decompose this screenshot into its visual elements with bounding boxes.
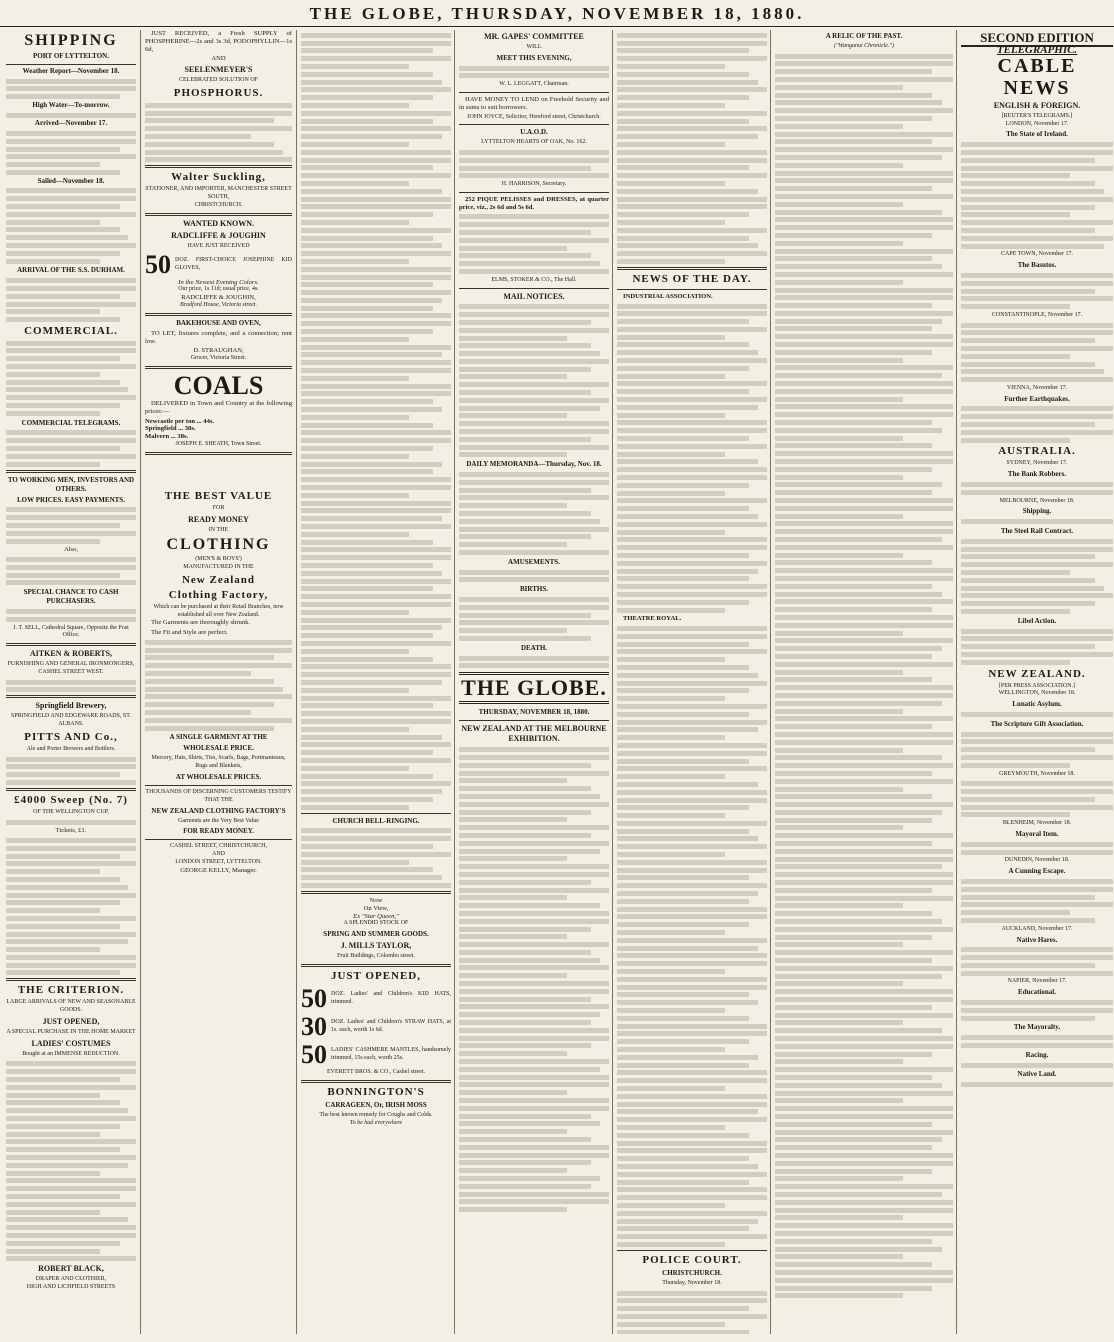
commercial-heading: COMMERCIAL. (24, 324, 118, 337)
best-remedy: The best known remedy for Coughs and Colds. (319, 1111, 433, 1118)
elms-signature: ELMS, STOKER & CO., The Hall. (491, 276, 577, 283)
daily-memo-text (459, 472, 609, 555)
special-purchase: A SPECIAL PURCHASE IN THE HOME MARKET (6, 1029, 136, 1036)
for-ready-money: FOR READY MONEY. (183, 827, 254, 836)
death-heading: DEATH. (520, 643, 548, 652)
just-received-text: JUST RECEIVED, a Fresh SUPPLY of PHOSPHERINE—2s and 3s 3d, PODOPHYLLIN—1s 6d, (145, 30, 292, 53)
police-text (617, 1291, 767, 1334)
port-heading: PORT OF LYTTELTON. (33, 52, 109, 60)
basutos-text (961, 273, 1113, 309)
high-water-text (6, 113, 136, 118)
racing-text (961, 1063, 1113, 1068)
coals-heading: COALS (173, 370, 264, 400)
on-view-label: On View, (363, 904, 389, 912)
new-zealand-heading: NEW ZEALAND. (988, 667, 1086, 680)
australia-heading: AUSTRALIA. (998, 445, 1076, 458)
cable-news-heading: CABLE NEWS (997, 54, 1077, 99)
and-label: AND (211, 55, 226, 63)
second-edition-heading: SECOND EDITION (961, 30, 1113, 47)
bank-robbers-text (961, 482, 1113, 495)
commercial-text (6, 341, 136, 416)
aitken-text (6, 680, 136, 693)
seelenmeyer-heading: SEELENMEYER'S (184, 65, 253, 75)
libel-heading: Libel Action. (1017, 616, 1057, 625)
divider (145, 785, 292, 786)
divider (301, 964, 451, 967)
gloves-label: DOZ. FIRST-CHOICE JOSEPHINE KID GLOVES, (175, 256, 292, 271)
napier-dateline: NAPIER, November 17. (1007, 978, 1067, 985)
native-heading: Native Hares. (1016, 935, 1058, 944)
divider (617, 289, 767, 290)
native-text (961, 947, 1113, 975)
gapes-text (459, 66, 609, 79)
english-foreign: ENGLISH & FOREIGN. (993, 100, 1081, 110)
sydney-dateline: SYDNEY, November 17. (1006, 460, 1068, 467)
lunatic-text (961, 712, 1113, 717)
births-text (459, 597, 609, 641)
dunedin-dateline: DUNEDIN, November 18. (1004, 857, 1070, 864)
special-chance-text (6, 609, 136, 622)
meet-heading: MEET THIS EVENING, (496, 53, 572, 62)
mayoral-heading: Mayoral Item. (1015, 829, 1059, 838)
draper-heading: DRAPER AND CLOTHIER, (35, 1276, 107, 1283)
spring-summer: SPRING AND SUMMER GOODS. (323, 930, 429, 939)
mail-text (459, 304, 609, 457)
theatre-label: THEATRE ROYAL. (623, 615, 682, 623)
pique-list (459, 214, 609, 274)
pique-text: 252 PIQUE PELISSES and DRESSES, at quarter price, viz., 2s 6d and 5s 6d. (459, 195, 609, 211)
weather-text (6, 79, 136, 100)
now-label: Now (369, 897, 383, 905)
rail-text (961, 539, 1113, 614)
phosphorus-text (145, 103, 292, 163)
bakehouse-heading: BAKEHOUSE AND OVEN, (176, 318, 261, 327)
daily-memo-heading: DAILY MEMORANDA—Thursday, Nov. 18. (466, 460, 602, 469)
divider (6, 470, 136, 473)
divider (6, 978, 136, 981)
radcliffe-signature: RADCLIFFE & JOUGHIN, (181, 294, 256, 302)
brewery-heading: Springfield Brewery, (35, 701, 107, 711)
that-the-label: THAT THE (204, 796, 233, 803)
divider (6, 64, 136, 65)
garments-best: Garments are the Very Best Value (178, 817, 259, 824)
melbourne-dateline: MELBOURNE, November 18. (999, 497, 1075, 504)
reuter-label: [REUTER'S TELEGRAMS.] (1001, 112, 1073, 119)
native-land-text (961, 1082, 1113, 1087)
editorial-continued (617, 33, 767, 264)
uaod-heading: U.A.O.D. (520, 128, 548, 137)
fit-style: The Fit and Style are perfect. (151, 629, 228, 637)
star-queen-label: Ex "Star Queen," (353, 912, 399, 920)
just-opened-heading: JUST OPENED, (330, 970, 422, 983)
at-wholesale: AT WHOLESALE PRICES. (175, 773, 262, 782)
thousands-label: THOUSANDS OF DISCERNING CUSTOMERS TESTIFY (145, 789, 292, 796)
vienna-dateline: VIENNA, November 17. (1006, 384, 1068, 391)
scripture-text (961, 732, 1113, 768)
also-text (6, 557, 136, 585)
masthead: THE GLOBE, THURSDAY, NOVEMBER 18, 1880. (0, 0, 1114, 27)
column-2 (140, 30, 296, 1334)
will-label: WILL (526, 44, 542, 50)
basutos-heading: The Basutos. (1017, 261, 1057, 270)
walter-heading: Walter Suckling, (171, 171, 266, 184)
libel-text (961, 629, 1113, 665)
column-4 (454, 30, 613, 1334)
relic-source: ("Wanganui Chronicle.") (834, 43, 894, 49)
sweep-text (6, 838, 136, 976)
divider (301, 1080, 451, 1083)
splendid-stock: A SPLENDID STOCK OF (343, 920, 409, 927)
arrival-durham-heading: ARRIVAL OF THE S.S. DURHAM. (17, 266, 125, 275)
pitts-text (6, 757, 136, 785)
divider (459, 92, 609, 93)
low-prices-heading: LOW PRICES. EASY PAYMENTS. (17, 495, 125, 504)
births-heading: BIRTHS. (520, 585, 548, 594)
cape-dateline: CAPE TOWN, November 17. (1001, 251, 1073, 258)
offer-number: 50 (301, 1040, 327, 1070)
divider (145, 366, 292, 369)
column-1 (6, 30, 140, 1334)
greymouth-text (961, 781, 1113, 817)
celebrated-label: CELEBRATED SOLUTION OF (179, 77, 258, 84)
commercial-telegrams-heading: COMMERCIAL TELEGRAMS. (21, 418, 121, 427)
to-be-had: To be had everywhere (349, 1119, 403, 1126)
offer-row (301, 1041, 451, 1069)
bank-robbers-heading: The Bank Robbers. (1007, 470, 1067, 479)
spacer (145, 458, 292, 488)
offer-text: LADIES' CASHMERE MANTLES, handsomely trimmed, 15s each, worth 25s. (331, 1047, 451, 1062)
nzcf-label: NEW ZEALAND CLOTHING FACTORY'S (151, 806, 286, 815)
divider (301, 813, 451, 814)
straughan-name: D. STRAUGHAN, (193, 347, 244, 355)
also-label: Also, (63, 546, 79, 554)
aitken-heading: AITKEN & ROBERTS, (29, 649, 113, 659)
column-6 (770, 30, 957, 1334)
arrival-durham-text (6, 278, 136, 322)
grocer-label: Grocer, Victoria Street. (190, 355, 247, 362)
radcliffe-heading: RADCLIFFE & JOUGHIN (171, 230, 266, 240)
blenheim-dateline: BLENHEIM, November 18. (1002, 820, 1072, 827)
wanted-known-heading: WANTED KNOWN. (182, 218, 255, 228)
just-opened-heading: JUST OPENED, (42, 1017, 100, 1027)
divider (145, 313, 292, 316)
globe-banner: THE GLOBE. (459, 672, 609, 704)
bonnington-heading: BONNINGTON'S (327, 1085, 425, 1098)
police-christchurch: CHRISTCHURCH. (662, 1268, 722, 1277)
divider (6, 643, 136, 646)
gapes-heading: MR. GAPES' COMMITTEE (484, 32, 584, 41)
evening-colors: In the Newest Evening Colors. (178, 278, 259, 286)
earthquakes-heading: Further Earthquakes. (1004, 394, 1070, 403)
pitts-heading: PITTS AND Co., (24, 730, 118, 743)
divider (617, 267, 767, 270)
column-5 (612, 30, 771, 1334)
fifty-number: 50 (145, 249, 171, 279)
phosphorus-heading: PHOSPHORUS. (173, 86, 264, 99)
divider (145, 839, 292, 840)
constantinople-text (961, 323, 1113, 383)
offer-row (301, 1013, 451, 1041)
brewery-sub: SPRINGFIELD AND EDGEWARE ROADS, ST. ALBANS. (11, 713, 131, 728)
sweep-heading: £4000 Sweep (No. 7) (14, 793, 128, 806)
relic-heading: A RELIC OF THE PAST. (825, 32, 903, 40)
offer-number: 30 (301, 1012, 327, 1042)
factory-heading: Clothing Factory, (168, 588, 269, 601)
amusements-heading: AMUSEMENTS. (508, 557, 560, 566)
arrived-heading: Arrived—November 17. (34, 119, 108, 128)
swindle-text (961, 879, 1113, 923)
sell-signature: J. T. SELL, Cathedral Square, Opposite the Post Office. (13, 624, 129, 639)
editorial-text (459, 747, 609, 1212)
relic-text (775, 54, 953, 1299)
criterion-list (6, 1061, 136, 1261)
nz-heading: New Zealand (181, 573, 256, 586)
everett-signature: EVERETT BROS. & CO., Cashel street. (326, 1069, 426, 1076)
wholesale-price: WHOLESALE PRICE. (183, 744, 254, 753)
special-chance-heading: SPECIAL CHANCE TO CASH PURCHASERS. (23, 588, 119, 606)
mayoralty-text (961, 1035, 1113, 1048)
shipping-heading: Shipping. (1022, 507, 1052, 516)
offer-row (301, 985, 451, 1013)
weather-report: Weather Report—November 18. (22, 67, 120, 75)
exhibition-heading: NEW ZEALAND AT THE MELBOURNE EXHIBITION. (461, 724, 607, 744)
for-label: FOR (212, 504, 225, 511)
globe-date: THURSDAY, NOVEMBER 18, 1880. (478, 708, 590, 717)
london-street: LONDON STREET, LYTTELTON. (175, 859, 262, 866)
mens-boys-label: (MEN'S & BOYS') (195, 556, 242, 563)
criterion-arrivals: LARGE ARRIVALS OF NEW AND SEASONABLE GOODS. (6, 999, 136, 1014)
divider (6, 695, 136, 698)
immense-reduction: Bought at an IMMENSE REDUCTION. (22, 1050, 120, 1057)
sailed-heading: Sailed—November 18. (37, 176, 105, 185)
bradford-house: Bradford House, Victoria street. (180, 301, 257, 308)
police-date: Thursday, November 18. (662, 1279, 722, 1286)
aitken-sub: FURNISHING AND GENERAL IRONMONGERS, (7, 661, 135, 668)
divider (617, 1250, 767, 1251)
taylor-name: J. MILLS TAYLOR, (340, 941, 412, 951)
divider (459, 720, 609, 721)
divider (145, 165, 292, 168)
harrison-signature: H. HARRISON, Secretary. (501, 181, 567, 188)
church-bell-heading: CHURCH BELL-RINGING. (332, 816, 420, 825)
high-water: High Water—To-morrow. (32, 100, 110, 109)
shipping-heading: SHIPPING (24, 32, 118, 49)
cottages-text (6, 507, 136, 543)
coal-price-springfield: Springfield ... 38s. (145, 425, 196, 433)
news-text-2 (617, 626, 767, 1247)
ready-money-heading: READY MONEY (188, 514, 249, 524)
retail-branches: Which can be purchased at their Retail Branches, now established all over New Zealand. (153, 603, 284, 618)
criterion-heading: THE CRITERION. (17, 984, 125, 997)
sailed-text (6, 188, 136, 263)
manager-name: GEORGE KELLY, Manager. (180, 866, 257, 874)
offer-number: 50 (301, 984, 327, 1014)
coal-price-malvern: Malvern ... 38s. (145, 433, 189, 441)
sweep-tickets: Tickets, £1. (55, 827, 87, 835)
pitts-sub: Ale and Porter Brewers and Bottlers. (26, 745, 116, 752)
mail-heading: MAIL NOTICES. (503, 291, 565, 301)
amusements-text (459, 570, 609, 583)
london-dateline: LONDON, November 17. (1005, 120, 1069, 127)
ladies-costumes: LADIES' COSTUMES (31, 1038, 111, 1048)
commercial-telegrams-text (6, 430, 136, 466)
divider (459, 192, 609, 193)
rail-heading: The Steel Rail Contract. (1000, 527, 1074, 536)
glove-price: Our price, 1s 11d; usual price, 4s. (178, 286, 259, 293)
lodge-label: LYTTELTON HEARTS OF OAK, No. 162. (481, 139, 587, 146)
constantinople-dateline: CONSTANTINOPLE, November 17. (991, 311, 1083, 318)
best-value-heading: THE BEST VALUE (164, 489, 273, 502)
working-men-heading: TO WORKING MEN, INVESTORS AND OTHERS. (7, 475, 135, 493)
police-court-heading: POLICE COURT. (642, 1253, 742, 1266)
clothing-heading: CLOTHING (166, 536, 271, 554)
lodge-text (459, 150, 609, 178)
church-bell-text (301, 828, 451, 888)
arrived-text (6, 131, 136, 175)
cashel-street: CASHEL STREET, CHRISTCHURCH, (169, 843, 267, 850)
taylor-address: Fruit Buildings, Colombo street. (337, 953, 415, 960)
walter-sub: STATIONER, AND IMPORTER, MANCHESTER STREET SOUTH, (145, 186, 292, 201)
news-text (617, 304, 767, 613)
carrageen-label: CARRAGEEN, Or, IRISH MOSS (325, 1100, 427, 1109)
mercery-list: Mercery, Hats, Shirts, Ties, Scarfs, Bags, Portmanteaus, Rugs and Blankets, (151, 755, 286, 770)
divider (6, 788, 136, 791)
press-label: [PER PRESS ASSOCIATION.] (998, 682, 1076, 689)
offer-text: DOZ. Ladies' and Children's KID HATS, trimmed. (331, 991, 451, 1006)
robert-black-heading: ROBERT BLACK, (38, 1264, 104, 1274)
wellington-dateline: WELLINGTON, November 18. (998, 690, 1076, 697)
draper-address: HIGH AND LICHFIELD STREETS (26, 1283, 116, 1290)
auckland-dateline: AUCKLAND, November 17. (1001, 925, 1073, 932)
coal-merchant: JOSEPH E. SHEATH, Town Street. (175, 440, 262, 447)
divider (459, 124, 609, 125)
aitken-address: CASHEL STREET WEST. (38, 668, 104, 675)
gloves-offer (145, 251, 292, 279)
wanted-ads (301, 33, 451, 810)
news-of-day-heading: NEWS OF THE DAY. (632, 272, 752, 285)
swindle-heading: A Cunning Escape. (1008, 867, 1066, 876)
racing-heading: Racing. (1025, 1050, 1049, 1059)
ireland-heading: The State of Ireland. (1006, 130, 1068, 139)
divider (145, 213, 292, 216)
ireland-text (961, 142, 1113, 248)
and-label: AND (212, 851, 225, 858)
column-7 (956, 30, 1114, 1334)
garments-shrunk: The Garments are thoroughly shrunk. (151, 619, 251, 627)
scripture-heading: The Scripture Gift Association. (990, 719, 1084, 728)
have-just-received: HAVE JUST RECEIVED (187, 242, 250, 249)
column-3 (296, 30, 455, 1334)
manufactured-label: MANUFACTURED IN THE (183, 564, 254, 571)
telegraphic-heading: TELEGRAPHIC. (996, 44, 1078, 56)
shipping-text (961, 519, 1113, 524)
educational-heading: Educational. (1018, 988, 1056, 997)
single-garment: A SINGLE GARMENT AT THE (169, 733, 268, 742)
money-text: HAVE MONEY TO LEND on Freehold Security and in sums to suit borrowers. (459, 95, 609, 111)
earthquakes-text (961, 406, 1113, 442)
in-the-label: IN THE (208, 526, 229, 533)
lunatic-heading: Lunatic Asylum. (1012, 700, 1062, 709)
sweep-intro (6, 820, 136, 825)
coals-delivered: DELIVERED in Town and Country at the following prices:— (145, 399, 292, 415)
coal-price-newcastle: Newcastle per ton ... 44s. (145, 417, 215, 425)
divider (459, 288, 609, 289)
factory-text (145, 640, 292, 731)
christchurch-label: CHRISTCHURCH. (194, 201, 243, 208)
greymouth-dateline: GREYMOUTH, November 18. (999, 770, 1075, 777)
sweep-sub: OF THE WELLINGTON CUP, (33, 808, 109, 815)
mayoral-text (961, 842, 1113, 855)
educational-text (961, 1000, 1113, 1021)
native-land-heading: Native Land. (1017, 1070, 1057, 1079)
to-let-text: TO LET, fixtures complete, and a connection; rent low. (145, 329, 292, 345)
divider (301, 891, 451, 894)
joyce-signature: JOHN JOYCE, Solicitor, Hereford street, Christchurch. (467, 113, 601, 120)
leggatt-signature: W. L. LEGGATT, Chairman. (499, 81, 569, 88)
offer-text: DOZ. Ladies' and Children's STRAW HATS, at 1s. each, worth 1s 6d. (331, 1019, 451, 1034)
mayoralty-heading: The Mayoralty. (1013, 1023, 1061, 1032)
industrial-label: INDUSTRIAL ASSOCIATION. (623, 292, 713, 300)
death-text (459, 656, 609, 669)
divider (145, 452, 292, 455)
